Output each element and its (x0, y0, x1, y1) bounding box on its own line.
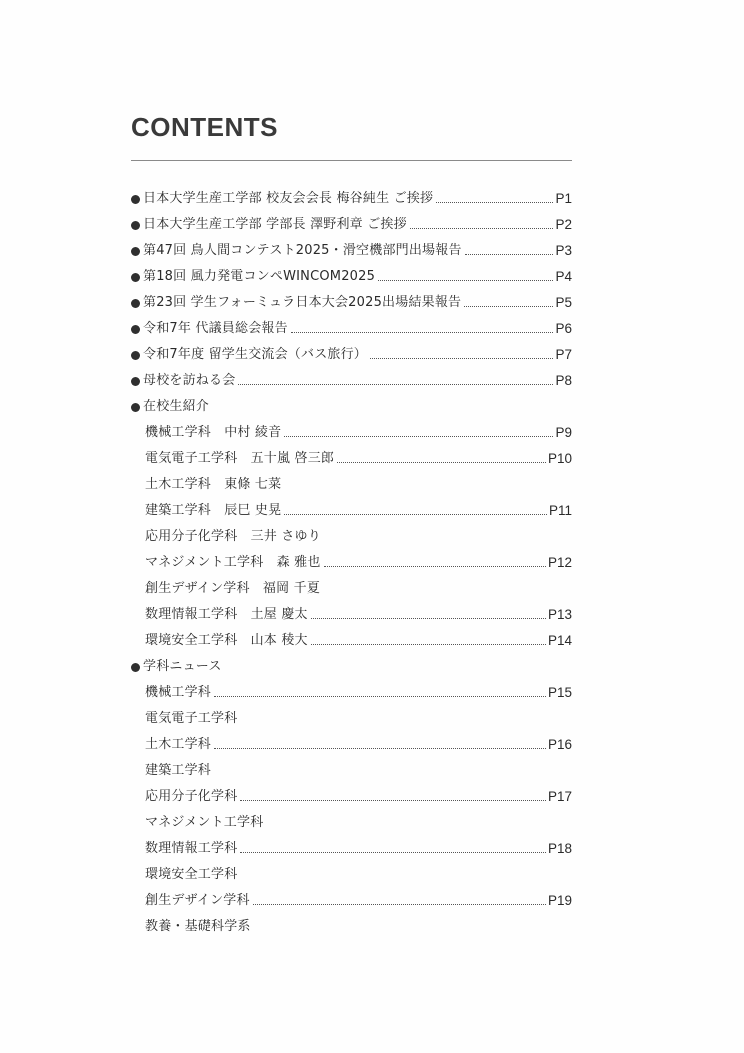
toc-entry-page: P12 (547, 555, 572, 570)
toc-entry-label: 令和7年度 留学生交流会（バス旅行） (143, 347, 368, 362)
toc-subentry[interactable] (145, 599, 572, 623)
toc-entry-label: 在校生紹介 (143, 399, 210, 414)
dot-leader (284, 514, 547, 515)
toc-entry-label: 応用分子化学科 (145, 789, 238, 804)
bullet-icon (131, 403, 140, 412)
toc-entry-page: P10 (547, 451, 572, 466)
toc-entry-label: 日本大学生産工学部 校友会会長 梅谷純生 ご挨拶 (143, 191, 434, 206)
toc-entry-label: 建築工学科 (145, 763, 212, 778)
toc-entry[interactable] (131, 313, 572, 337)
toc-entry-label: 数理情報工学科 土屋 慶太 (145, 607, 308, 622)
bullet-icon (131, 195, 140, 204)
toc-section-heading[interactable] (131, 651, 222, 675)
toc-entry-page: P7 (555, 347, 572, 362)
dot-leader (240, 800, 546, 801)
dot-leader (311, 618, 546, 619)
toc-entry-label: 応用分子化学科 三井 さゆり (145, 529, 321, 544)
toc-entry[interactable] (131, 287, 572, 311)
toc-entry-label: 電気電子工学科 (145, 711, 238, 726)
toc-entry-page: P6 (555, 321, 572, 336)
toc-entry-label: 令和7年 代議員総会報告 (143, 321, 288, 336)
toc-subentry[interactable] (145, 417, 572, 441)
toc-subentry[interactable] (145, 443, 572, 467)
bullet-icon (131, 663, 140, 672)
toc-entry-label: 母校を訪ねる会 (143, 373, 236, 388)
dot-leader (370, 358, 553, 359)
toc-subentry[interactable] (145, 625, 572, 649)
dot-leader (291, 332, 554, 333)
dot-leader (240, 852, 546, 853)
toc-entry-label: マネジメント工学科 森 雅也 (145, 555, 321, 570)
dot-leader (324, 566, 546, 567)
toc-subentry[interactable] (145, 911, 251, 935)
toc-entry[interactable] (131, 365, 572, 389)
toc-entry-page: P5 (555, 295, 572, 310)
dot-leader (337, 462, 546, 463)
toc-subentry[interactable] (145, 573, 320, 597)
toc-entry-label: 機械工学科 (145, 685, 212, 700)
dot-leader (284, 436, 553, 437)
toc-entry-label: 機械工学科 中村 綾音 (145, 425, 282, 440)
toc-section-heading[interactable] (131, 391, 209, 415)
dot-leader (253, 904, 546, 905)
toc-entry-label: 創生デザイン学科 (145, 893, 250, 908)
title-divider (131, 160, 572, 161)
toc-entry-label: 第23回 学生フォーミュラ日本大会2025出場結果報告 (143, 295, 462, 310)
toc-subentry[interactable] (145, 859, 237, 883)
toc-entry-label: 電気電子工学科 五十嵐 啓三郎 (145, 451, 335, 466)
toc-entry-label: 環境安全工学科 (145, 867, 238, 882)
toc-entry-page: P14 (547, 633, 572, 648)
dot-leader (214, 696, 546, 697)
toc-subentry[interactable] (145, 703, 237, 727)
toc-subentry[interactable] (145, 729, 572, 753)
toc-entry-page: P13 (547, 607, 572, 622)
bullet-icon (131, 299, 140, 308)
toc-entry-page: P3 (555, 243, 572, 258)
dot-leader (465, 254, 554, 255)
toc-entry-label: 日本大学生産工学部 学部長 澤野利章 ご挨拶 (143, 217, 407, 232)
toc-entry-page: P11 (548, 503, 572, 518)
toc-entry-label: 土木工学科 (145, 737, 212, 752)
toc-entry-label: 数理情報工学科 (145, 841, 238, 856)
toc-entry-page: P15 (547, 685, 572, 700)
toc-entry-label: マネジメント工学科 (145, 815, 264, 830)
toc-entry-label: 建築工学科 辰巳 史晃 (145, 503, 282, 518)
toc-subentry[interactable] (145, 781, 572, 805)
toc-entry-page: P17 (547, 789, 572, 804)
toc-subentry[interactable] (145, 755, 211, 779)
toc-entry[interactable] (131, 261, 572, 285)
toc-entry-label: 環境安全工学科 山本 稜大 (145, 633, 308, 648)
toc-entry-page: P8 (555, 373, 572, 388)
toc-subentry[interactable] (145, 885, 572, 909)
dot-leader (410, 228, 554, 229)
toc-entry-label: 土木工学科 東條 七菜 (145, 477, 282, 492)
bullet-icon (131, 377, 140, 386)
toc-entry-label: 創生デザイン学科 福岡 千夏 (145, 581, 321, 596)
toc-subentry[interactable] (145, 521, 321, 545)
dot-leader (311, 644, 546, 645)
toc-subentry[interactable] (145, 495, 572, 519)
toc-entry-label: 第18回 風力発電コンペWINCOM2025 (143, 269, 376, 284)
toc-entry-page: P19 (547, 893, 572, 908)
page-title: CONTENTS (131, 112, 278, 142)
dot-leader (378, 280, 553, 281)
toc-entry[interactable] (131, 183, 572, 207)
toc-entry-label: 教養・基礎科学系 (145, 919, 251, 934)
dot-leader (238, 384, 553, 385)
toc-entry-page: P2 (555, 217, 572, 232)
toc-entry-page: P4 (555, 269, 572, 284)
bullet-icon (131, 325, 140, 334)
toc-subentry[interactable] (145, 807, 263, 831)
dot-leader (464, 306, 553, 307)
toc-entry[interactable] (131, 209, 572, 233)
toc-subentry[interactable] (145, 833, 572, 857)
dot-leader (214, 748, 546, 749)
toc-entry-label: 第47回 鳥人間コンテスト2025・滑空機部門出場報告 (143, 243, 462, 258)
toc-entry[interactable] (131, 339, 572, 363)
toc-subentry[interactable] (145, 547, 572, 571)
toc-subentry[interactable] (145, 677, 572, 701)
toc-entry-label: 学科ニュース (143, 659, 222, 674)
bullet-icon (131, 273, 140, 282)
dot-leader (436, 202, 553, 203)
bullet-icon (131, 221, 140, 230)
bullet-icon (131, 247, 140, 256)
toc-entry[interactable] (131, 235, 572, 259)
toc-entry-page: P18 (547, 841, 572, 856)
toc-entry-page: P1 (555, 191, 572, 206)
toc-entry-page: P16 (547, 737, 572, 752)
toc-entry-page: P9 (555, 425, 572, 440)
bullet-icon (131, 351, 140, 360)
toc-subentry[interactable] (145, 469, 281, 493)
